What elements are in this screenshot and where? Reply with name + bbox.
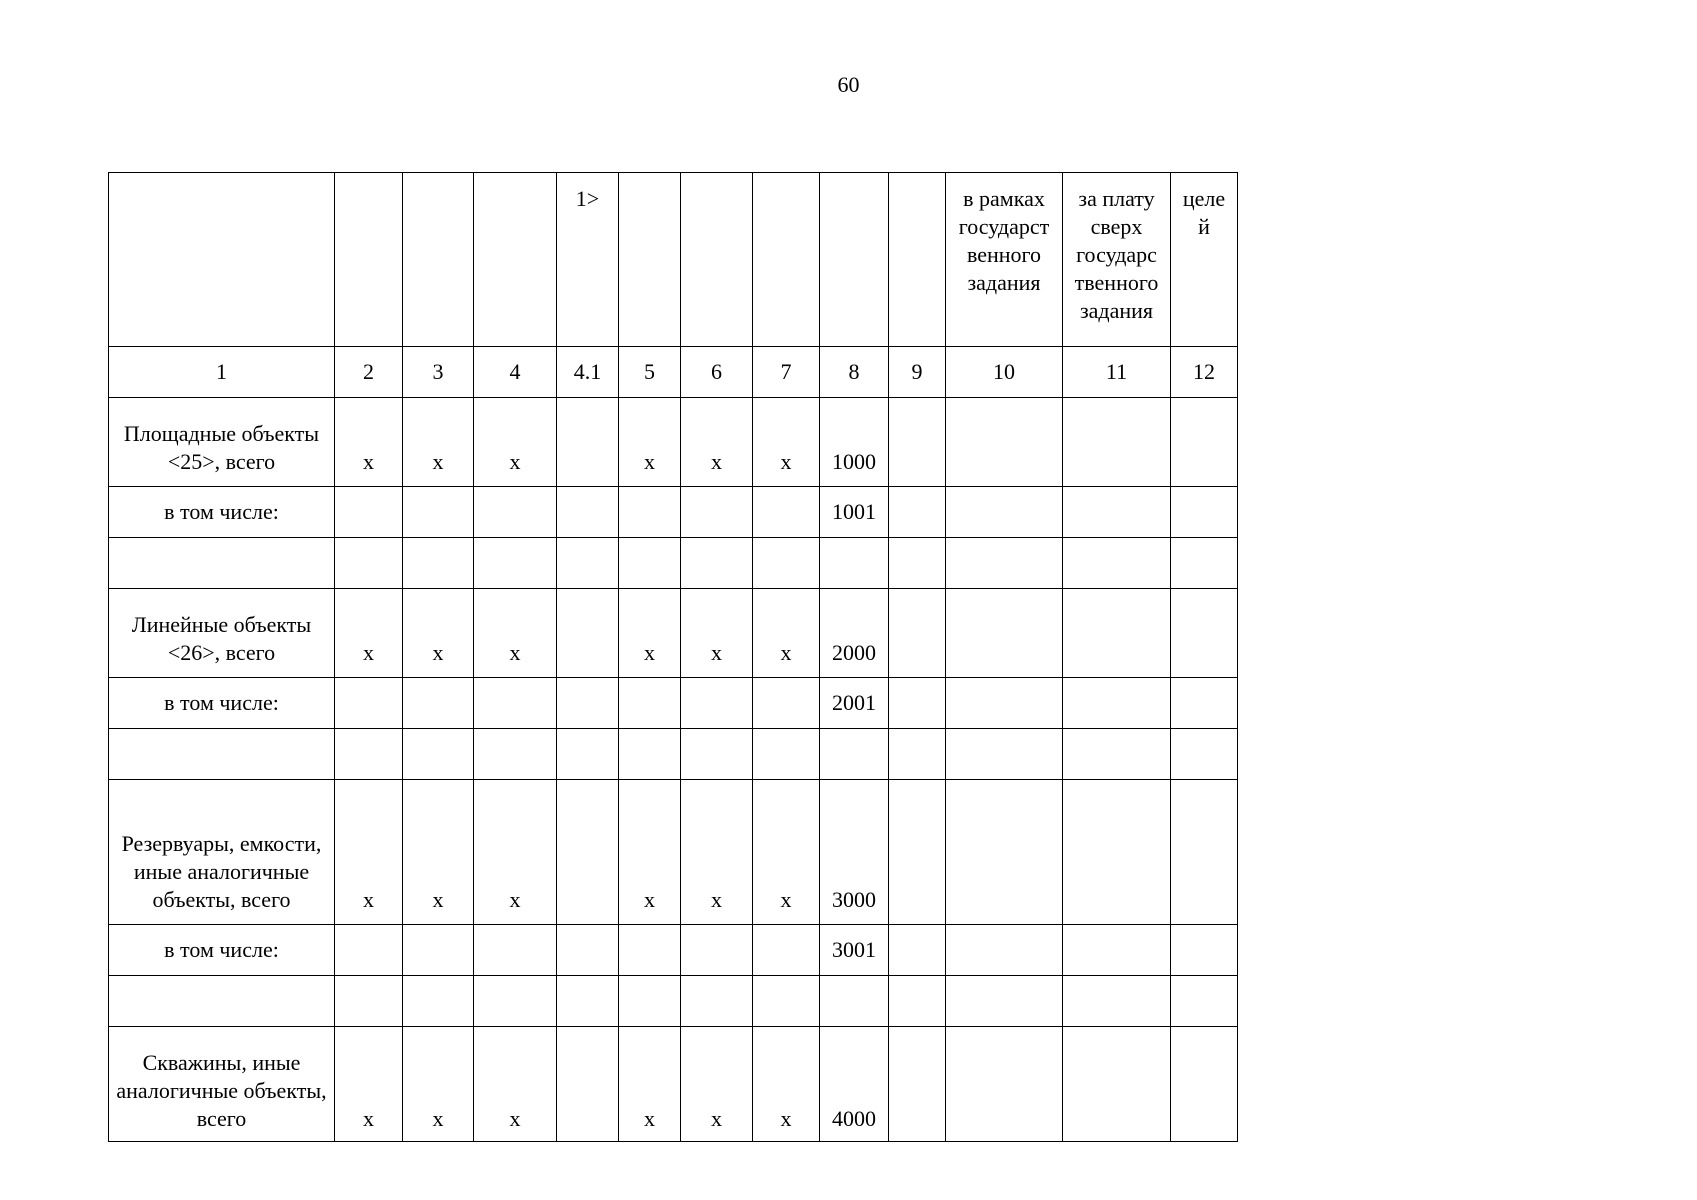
- table-cell: [681, 925, 753, 976]
- page-number: 60: [837, 72, 860, 97]
- table-cell: [335, 729, 403, 780]
- column-number: 12: [1171, 347, 1238, 398]
- table-cell: [681, 678, 753, 729]
- table-cell: [557, 398, 619, 487]
- table-header-row: [109, 173, 1238, 347]
- table-cell: x: [753, 589, 820, 678]
- table-cell: [474, 925, 557, 976]
- table-cell: [1063, 487, 1171, 538]
- table-cell: [557, 487, 619, 538]
- table-cell: [1063, 976, 1171, 1027]
- table-cell: [681, 729, 753, 780]
- column-number: 11: [1063, 347, 1171, 398]
- table-cell: [403, 487, 474, 538]
- table-cell: [946, 925, 1063, 976]
- column-number: 7: [753, 347, 820, 398]
- table-cell: x: [619, 398, 681, 487]
- table-cell: [753, 487, 820, 538]
- column-number: 8: [820, 347, 889, 398]
- table-cell: 4000: [820, 1027, 889, 1142]
- table-cell: x: [619, 780, 681, 925]
- table-cell: [1171, 538, 1238, 589]
- table-cell: [403, 729, 474, 780]
- table-cell: [946, 976, 1063, 1027]
- header-cell: [403, 173, 474, 347]
- table-cell: x: [753, 780, 820, 925]
- table-cell: [403, 976, 474, 1027]
- table-cell: x: [335, 589, 403, 678]
- table-cell: [403, 925, 474, 976]
- table-cell: [474, 538, 557, 589]
- table-cell: [1171, 398, 1238, 487]
- row-label: Линейные объекты <26>, всего: [109, 589, 335, 678]
- table-cell: [557, 538, 619, 589]
- table-cell: [557, 1027, 619, 1142]
- column-number: 10: [946, 347, 1063, 398]
- table-cell: [820, 729, 889, 780]
- table-cell: [557, 589, 619, 678]
- table-row: [109, 925, 1238, 976]
- table-cell: x: [335, 780, 403, 925]
- table-cell: x: [681, 780, 753, 925]
- table-cell: x: [403, 589, 474, 678]
- table-cell: 1000: [820, 398, 889, 487]
- report-table: [108, 172, 1238, 1142]
- table-cell: [753, 925, 820, 976]
- table-cell: x: [681, 1027, 753, 1142]
- table-cell: [1063, 729, 1171, 780]
- table-cell: x: [403, 780, 474, 925]
- row-label: Скважины, иные аналогичные объекты, всего: [109, 1027, 335, 1142]
- table-cell: x: [474, 1027, 557, 1142]
- table-cell: x: [753, 398, 820, 487]
- table-row: [109, 678, 1238, 729]
- table-cell: [1171, 780, 1238, 925]
- table-cell: [1063, 398, 1171, 487]
- table-cell: [889, 589, 946, 678]
- table-cell: [946, 487, 1063, 538]
- table-cell: [619, 678, 681, 729]
- column-number: 4.1: [557, 347, 619, 398]
- table-cell: [1171, 729, 1238, 780]
- table-cell: 2000: [820, 589, 889, 678]
- row-label: в том числе:: [109, 925, 335, 976]
- table-cell: x: [753, 1027, 820, 1142]
- column-number: 5: [619, 347, 681, 398]
- header-cell: [474, 173, 557, 347]
- column-number: 4: [474, 347, 557, 398]
- header-cell: [109, 173, 335, 347]
- table-cell: x: [474, 589, 557, 678]
- header-cell: [889, 173, 946, 347]
- column-number-row: [109, 347, 1238, 398]
- table-cell: [753, 976, 820, 1027]
- header-cell: за плату сверх государс твенного задания: [1063, 173, 1171, 347]
- table-cell: x: [335, 398, 403, 487]
- table-cell: [753, 729, 820, 780]
- header-cell: [619, 173, 681, 347]
- table-cell: [619, 487, 681, 538]
- table-row: [109, 398, 1238, 487]
- header-cell: [820, 173, 889, 347]
- table-cell: [1171, 976, 1238, 1027]
- table-cell: 1001: [820, 487, 889, 538]
- table-cell: [753, 678, 820, 729]
- row-label: в том числе:: [109, 678, 335, 729]
- column-number: 2: [335, 347, 403, 398]
- header-cell: [753, 173, 820, 347]
- table-cell: [889, 729, 946, 780]
- table-cell: [1171, 589, 1238, 678]
- table-cell: 2001: [820, 678, 889, 729]
- header-cell: [681, 173, 753, 347]
- table-cell: 3000: [820, 780, 889, 925]
- column-number: 9: [889, 347, 946, 398]
- table-cell: [889, 925, 946, 976]
- row-label: [109, 976, 335, 1027]
- table-cell: [1063, 538, 1171, 589]
- table-row: [109, 729, 1238, 780]
- table-cell: [403, 538, 474, 589]
- table-cell: [1171, 1027, 1238, 1142]
- table-cell: x: [681, 589, 753, 678]
- table-cell: [1171, 678, 1238, 729]
- table-cell: [619, 925, 681, 976]
- table-cell: [681, 538, 753, 589]
- table-cell: [557, 780, 619, 925]
- table-cell: [474, 678, 557, 729]
- table-cell: [946, 729, 1063, 780]
- table-cell: [1063, 678, 1171, 729]
- header-cell: целе й: [1171, 173, 1238, 347]
- header-cell: [335, 173, 403, 347]
- table-cell: [403, 678, 474, 729]
- table-row: [109, 1027, 1238, 1142]
- table-cell: [820, 538, 889, 589]
- table-cell: [557, 678, 619, 729]
- table-cell: [474, 487, 557, 538]
- table-cell: [619, 538, 681, 589]
- table-cell: [335, 538, 403, 589]
- row-label: [109, 729, 335, 780]
- table-cell: [946, 678, 1063, 729]
- table-cell: x: [619, 589, 681, 678]
- table-cell: [681, 976, 753, 1027]
- table-cell: [889, 780, 946, 925]
- table-cell: [335, 487, 403, 538]
- table-cell: [619, 729, 681, 780]
- table-cell: x: [619, 1027, 681, 1142]
- table-cell: [946, 538, 1063, 589]
- table-cell: [946, 398, 1063, 487]
- table-cell: [335, 976, 403, 1027]
- table-row: [109, 780, 1238, 925]
- row-label: Резервуары, емкости, иные аналогичные объекты, всего: [109, 780, 335, 925]
- table-row: [109, 589, 1238, 678]
- table-cell: [335, 925, 403, 976]
- table-cell: x: [681, 398, 753, 487]
- table-cell: [1171, 487, 1238, 538]
- column-number: 1: [109, 347, 335, 398]
- table-cell: [557, 976, 619, 1027]
- table-cell: [1171, 925, 1238, 976]
- header-cell: 1>: [557, 173, 619, 347]
- table-row: [109, 487, 1238, 538]
- table-cell: [753, 538, 820, 589]
- column-number: 3: [403, 347, 474, 398]
- row-label: Площадные объекты <25>, всего: [109, 398, 335, 487]
- table-cell: x: [474, 780, 557, 925]
- table-cell: [889, 538, 946, 589]
- table-cell: [1063, 925, 1171, 976]
- table-cell: [557, 925, 619, 976]
- header-cell: в рамках государст венного задания: [946, 173, 1063, 347]
- table-cell: x: [335, 1027, 403, 1142]
- table-cell: [946, 1027, 1063, 1142]
- table-row: [109, 976, 1238, 1027]
- row-label: в том числе:: [109, 487, 335, 538]
- table-cell: x: [403, 398, 474, 487]
- table-cell: [946, 780, 1063, 925]
- table-cell: [820, 976, 889, 1027]
- row-label: [109, 538, 335, 589]
- column-number: 6: [681, 347, 753, 398]
- table-cell: [474, 729, 557, 780]
- table-cell: [889, 678, 946, 729]
- table-row: [109, 538, 1238, 589]
- table-cell: [889, 398, 946, 487]
- table-cell: [1063, 780, 1171, 925]
- table-cell: [681, 487, 753, 538]
- table-cell: [335, 678, 403, 729]
- table-cell: [889, 1027, 946, 1142]
- table-cell: [889, 976, 946, 1027]
- table-cell: [619, 976, 681, 1027]
- table-cell: [557, 729, 619, 780]
- table-cell: 3001: [820, 925, 889, 976]
- table-cell: [946, 589, 1063, 678]
- table-cell: [1063, 1027, 1171, 1142]
- table-cell: [889, 487, 946, 538]
- table-cell: [1063, 589, 1171, 678]
- table-cell: x: [474, 398, 557, 487]
- table-cell: [474, 976, 557, 1027]
- table-cell: x: [403, 1027, 474, 1142]
